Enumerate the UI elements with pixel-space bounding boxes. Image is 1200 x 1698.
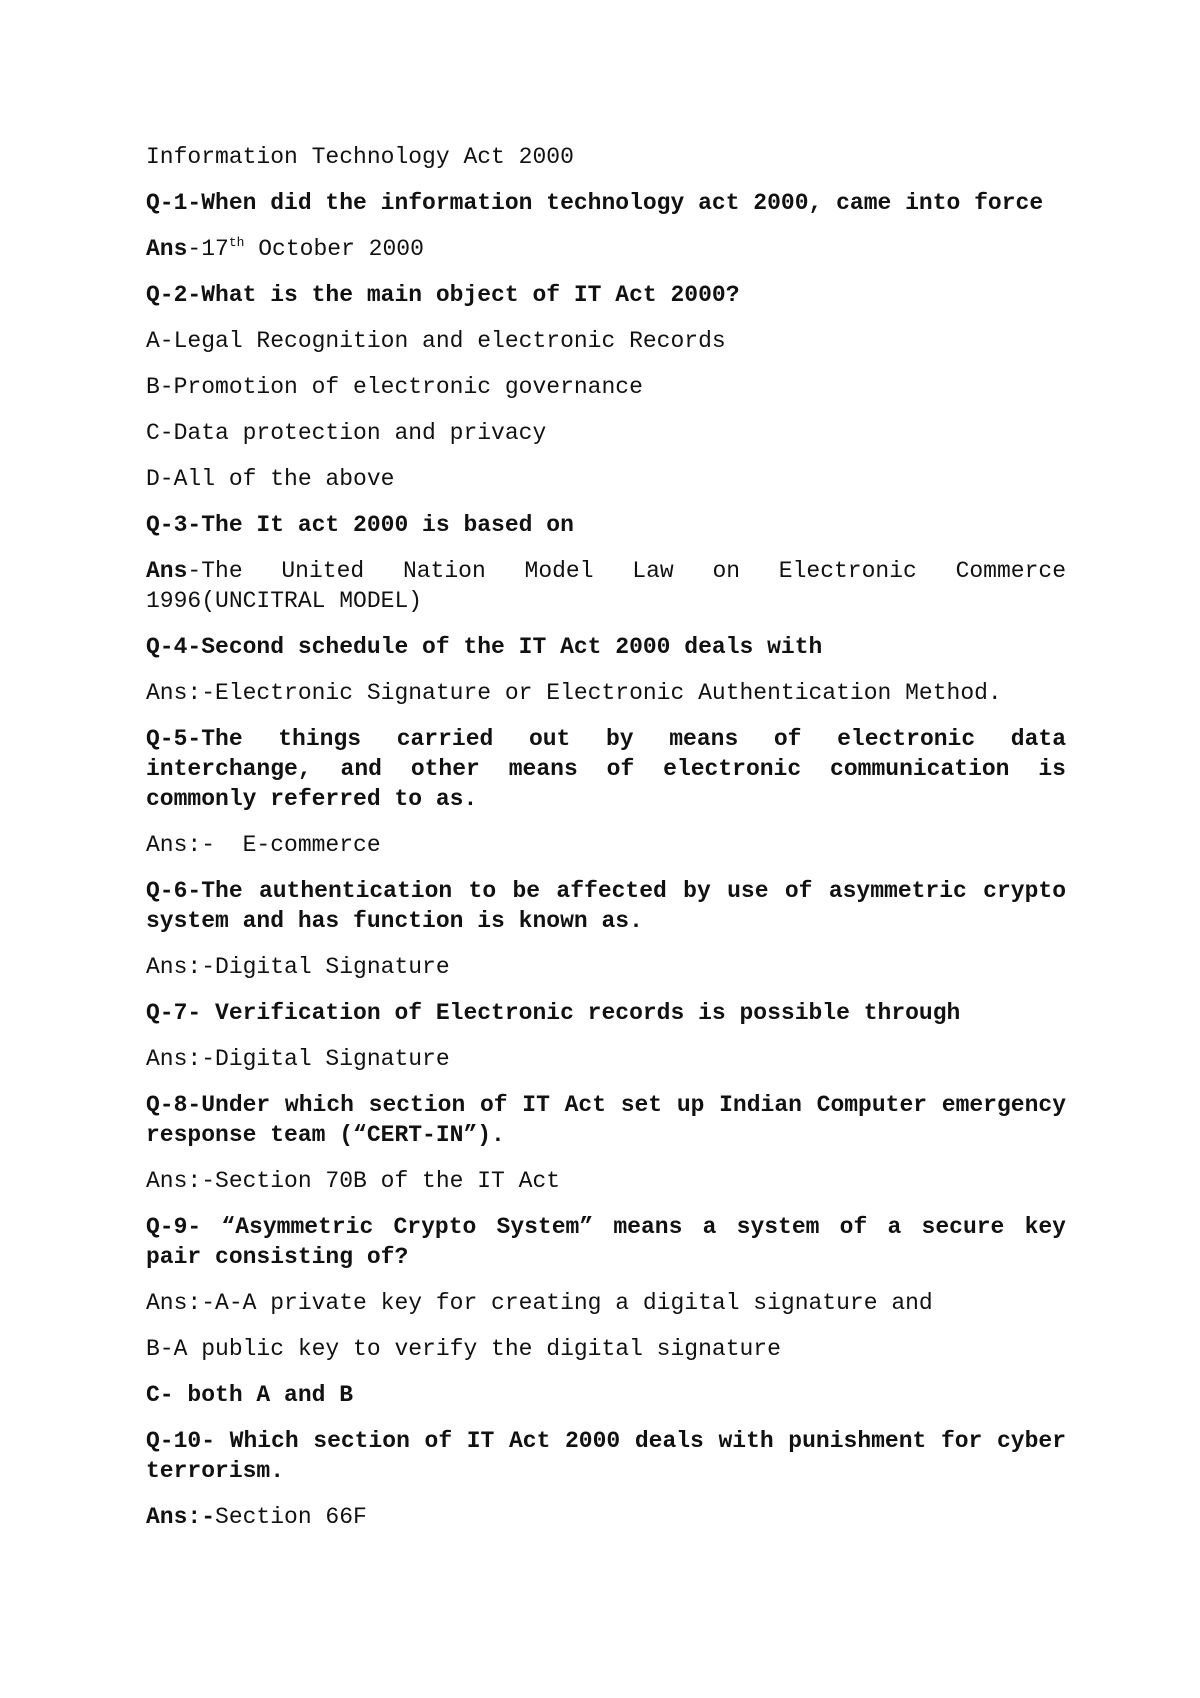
question-2: Q-2-What is the main object of IT Act 2000?: [146, 282, 740, 308]
document-title: Information Technology Act 2000: [146, 144, 574, 170]
answer-label: Ans:-: [146, 1504, 216, 1530]
answer-9-line-2: B-A public key to verify the digital signature: [146, 1336, 781, 1362]
answer-1-month-year: October 2000: [244, 236, 424, 262]
question-6: Q-6-The authentication to be affected by use of asymmetric crypto system and has function is known as.: [146, 878, 1080, 934]
answer-3-text: -The United Nation Model Law on Electronic Commerce 1996(UNCITRAL MODEL): [146, 558, 1080, 614]
question-5: Q-5-The things carried out by means of electronic data interchange, and other means of electronic communication is commonly referred to as.: [146, 726, 1080, 812]
answer-label: Ans: [146, 558, 188, 584]
question-9: Q-9- “Asymmetric Crypto System” means a system of a secure key pair consisting of?: [146, 1214, 1080, 1270]
answer-label: Ans: [146, 236, 188, 262]
answer-8: Ans:-Section 70B of the IT Act: [146, 1168, 561, 1194]
answer-6: Ans:-Digital Signature: [146, 954, 450, 980]
answer-7: Ans:-Digital Signature: [146, 1046, 450, 1072]
answer-1: [146, 234, 1066, 264]
option-c: C-Data protection and privacy: [146, 420, 547, 446]
answer-10: [146, 1502, 1066, 1532]
answer-9-line-1: Ans:-A-A private key for creating a digital signature and: [146, 1290, 933, 1316]
document-page: [146, 142, 1080, 1548]
question-4: Q-4-Second schedule of the IT Act 2000 deals with: [146, 634, 823, 660]
question-3: Q-3-The It act 2000 is based on: [146, 512, 574, 538]
answer-4: Ans:-Electronic Signature or Electronic Authentication Method.: [146, 680, 1002, 706]
question-8: Q-8-Under which section of IT Act set up Indian Computer emergency response team (“CERT-IN”).: [146, 1092, 1080, 1148]
question-1: Q-1-When did the information technology act 2000, came into force: [146, 190, 1044, 216]
answer-3: [146, 556, 1080, 616]
answer-1-day: -17: [187, 236, 229, 262]
answer-10-text: Section 66F: [215, 1504, 367, 1530]
answer-1-ordinal: th: [228, 235, 245, 250]
question-10: Q-10- Which section of IT Act 2000 deals with punishment for cyber terrorism.: [146, 1428, 1080, 1484]
answer-5: Ans:- E-commerce: [146, 832, 381, 858]
question-7: Q-7- Verification of Electronic records is possible through: [146, 1000, 961, 1026]
option-a: A-Legal Recognition and electronic Records: [146, 328, 726, 354]
option-b: B-Promotion of electronic governance: [146, 374, 643, 400]
answer-9-line-3: C- both A and B: [146, 1382, 354, 1408]
option-d: D-All of the above: [146, 466, 395, 492]
